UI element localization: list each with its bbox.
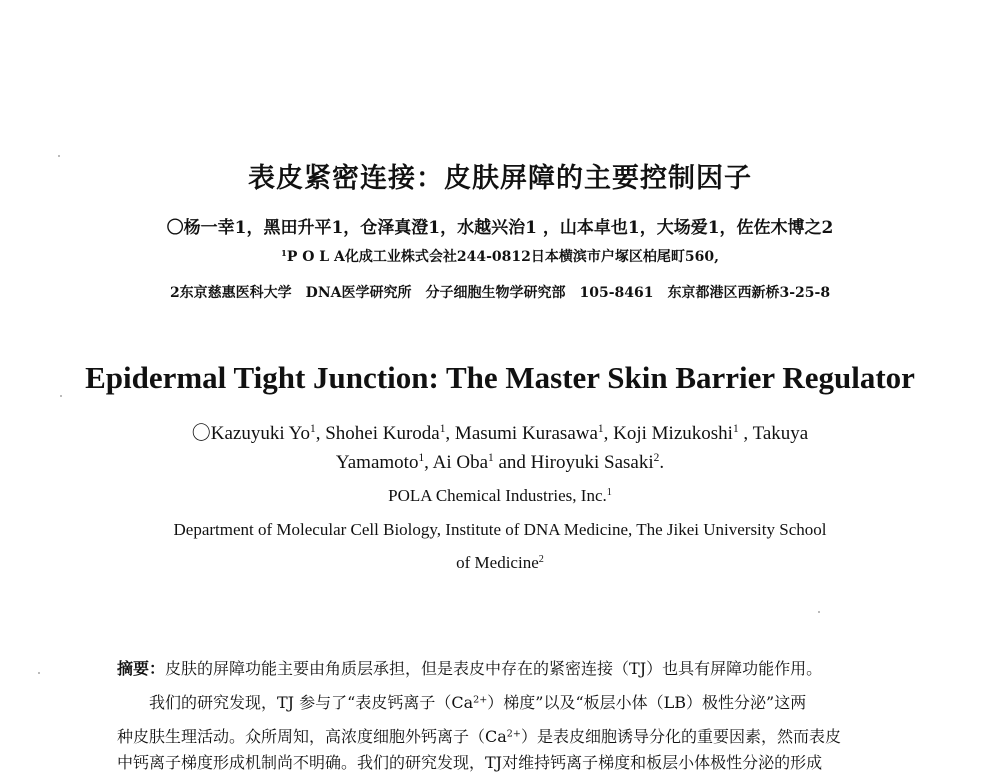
author-sep: , [603,423,614,444]
author-name: Takuya [752,423,809,444]
author-name: Ai Oba [432,452,489,473]
abstract-text: 皮肤的屏障功能主要由角质层承担，但是表皮中存在的紧密连接（TJ）也具有屏障功能作用。 [165,659,823,678]
author-name: Koji Mizukoshi [613,423,733,444]
author-sup: 1 [418,452,425,465]
abstract-sup: 2+ [506,728,521,740]
en-aff1-text: POLA Chemical Industries, Inc. [388,486,607,505]
abstract-line-3 [117,724,897,747]
cn-authors: 〇杨一幸1，黑田升平1，仓泽真澄1，水越兴治1 ，山本卓也1，大场爱1，佐佐木博之2 [166,218,834,238]
en-affiliation-2-line-2 [0,553,1000,573]
author-sep: , [445,423,455,444]
author-sup: 1 [732,423,739,436]
abstract-text: 种皮肤生理活动。众所周知，高浓度细胞外钙离子（Ca [117,727,507,746]
scan-speck [818,611,820,613]
cn-aff1-sup: 1 [281,247,287,258]
abstract-text: ）是表皮细胞诱导分化的重要因素，然而表皮 [520,727,841,746]
cn-aff1-text: P O L A化成工业株式会社244-0812日本横滨市户塚区柏尾町560, [286,249,719,265]
abstract-label: 摘要： [117,659,166,678]
abstract-text: ）梯度”以及“板层小体（LB）极性分泌”这两 [487,693,807,712]
author-sup: 1 [488,452,494,465]
cn-affiliation-1 [0,246,1000,266]
author-name: Shohei Kuroda [325,423,440,444]
author-sep: and [493,452,531,473]
author-sup: 2 [653,452,660,465]
scan-speck [60,395,62,397]
cn-title: 表皮紧密连接：皮肤屏障的主要控制因子 [248,163,752,194]
author-sep: , [738,423,753,444]
author-name: Hiroyuki Sasaki [530,452,654,473]
author-sep: , [424,452,433,473]
abstract-line-1 [117,656,897,679]
author-sup: 1 [439,423,446,436]
en-authors-line-2 [0,452,1000,474]
scan-speck [58,155,60,157]
en-aff2-sup: 2 [538,553,544,565]
abstract-line-2 [117,690,897,713]
en-affiliation-1 [0,486,1000,506]
author-sup: 1 [597,423,604,436]
author-sep: . [659,452,665,473]
en-aff1-sup: 1 [606,486,612,498]
abstract-sup: 2+ [473,694,488,706]
author-sup: 1 [310,423,316,436]
scan-speck [38,672,40,674]
en-authors-line-1 [0,418,1000,445]
cn-affiliation-2: 2东京慈惠医科大学 DNA医学研究所 分子细胞生物学研究部 105-8461 东京都港区西新桥3-25-8 [169,285,831,301]
en-aff2-text: of Medicine [456,553,539,572]
author-name: 〇Kazuyuki Yo [191,423,310,444]
author-name: Yamamoto [335,452,419,473]
author-sep: , [315,423,326,444]
en-title: Epidermal Tight Junction: The Master Skin Barrier Regulator [85,360,915,395]
abstract-line-4: 中钙离子梯度形成机制尚不明确。我们的研究发现，TJ对维持钙离子梯度和板层小体极性分泌的形成 [117,753,823,772]
author-name: Masumi Kurasawa [454,423,598,444]
abstract-text: 我们的研究发现，TJ 参与了“表皮钙离子（Ca [149,693,474,712]
en-affiliation-2-line-1: Department of Molecular Cell Biology, Institute of DNA Medicine, The Jikei University School [173,520,827,539]
